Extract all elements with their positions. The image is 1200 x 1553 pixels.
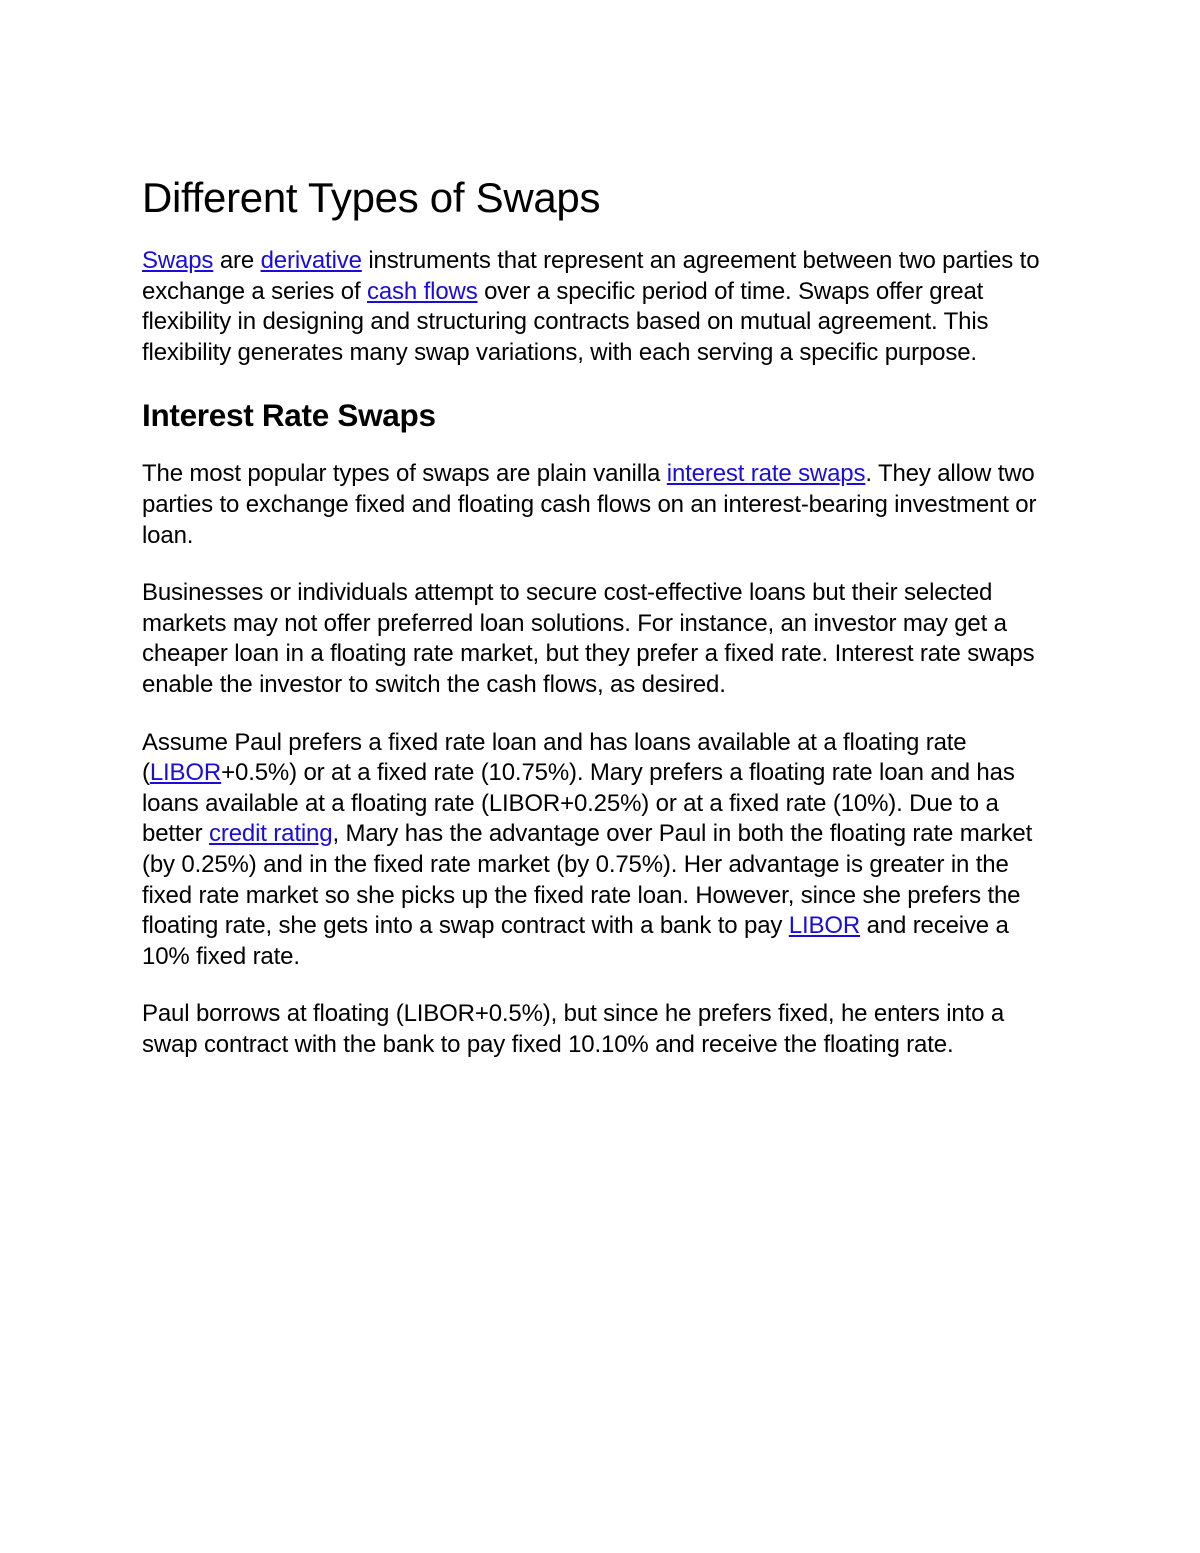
intro-text-2: instruments that represent an agreement between two parties to exchange a series of [142,247,1040,305]
link-derivative[interactable]: derivative [260,247,362,274]
paragraph-paul-mary-example [142,728,1062,973]
para3-text-1: Assume Paul prefers a fixed rate loan and has loans available at a floating rate ( [142,728,967,787]
link-libor[interactable]: LIBOR [149,759,222,787]
para1-text-1: The most popular types of swaps are plain vanilla [142,460,667,488]
paragraph-paul-borrows: Paul borrows at floating (LIBOR+0.5%), but since he prefers fixed, he enters into a swap contract with the bank to pay fixed 10.10% and receive the floating rate. [142,1000,1005,1058]
section-heading: Interest Rate Swaps [142,397,436,434]
link-swaps[interactable]: Swaps [142,247,214,274]
link-credit-rating[interactable]: credit rating [209,820,333,848]
link-interest-rate-swaps[interactable]: interest rate swaps [666,460,866,488]
paragraph-popular-swaps [142,459,1062,551]
para3-text-3: , Mary has the advantage over Paul in both the floating rate market (by 0.25%) and in the fixed rate market (by 0.75%). Her advantage is greater in the fixed rate market so she picks up the fixed rate loan. However, since she prefers the floating rate, she gets into a swap contract with a bank to pay [142,820,1033,940]
paragraph-cost-effective-loans: Businesses or individuals attempt to secure cost-effective loans but their selected markets may not offer preferred loan solutions. For instance, an investor may get a cheaper loan in a floating rate market, but they prefer a fixed rate. Interest rate swaps enable the investor to switch the cash flows, as desired. [142,579,1035,698]
para3-text-4: and receive a 10% fixed rate. [142,912,1009,970]
para3-text-2: +0.5%) or at a fixed rate (10.75%). Mary prefers a floating rate loan and has loans available at a floating rate (LIBOR+0.25%) or at a fixed rate (10%). Due to a better [142,759,1015,848]
intro-paragraph [142,246,1062,368]
document-title: Different Types of Swaps [142,174,601,221]
para1-text-2: . They allow two parties to exchange fixed and floating cash flows on an interest-bearing investment or loan. [142,460,1037,549]
intro-text-1: are [213,247,261,274]
intro-text-3: over a specific period of time. Swaps offer great flexibility in designing and structuring contracts based on mutual agreement. This flexibility generates many swap variations, with each serving a specific purpose. [142,277,989,366]
document-page [142,172,1062,1087]
link-cash-flows[interactable]: cash flows [367,277,478,305]
link-libor-2[interactable]: LIBOR [788,912,861,940]
